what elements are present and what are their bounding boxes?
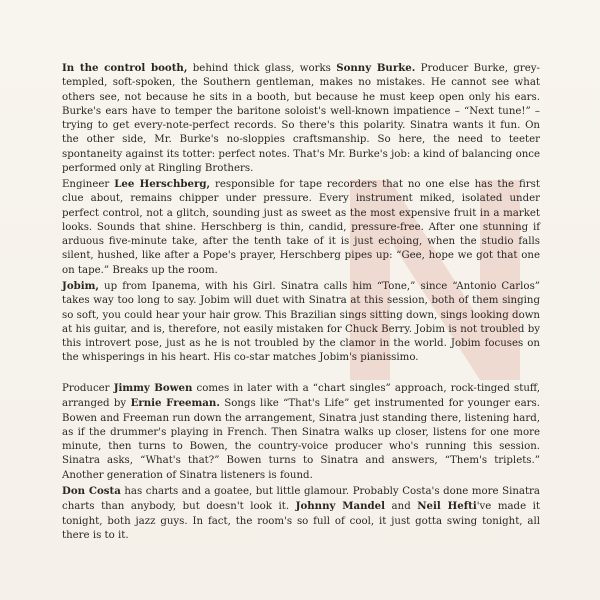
paragraph-engineer bbox=[62, 177, 540, 278]
body-text: comes in later with a “chart singles” approach, rock-tinged stuff, arranged by bbox=[62, 383, 540, 410]
paragraph-costa bbox=[62, 484, 540, 543]
person-name: Lee Herschberg, bbox=[114, 178, 211, 190]
body-text: and bbox=[385, 501, 418, 513]
body-text: Producer bbox=[62, 383, 114, 394]
body-text: has charts and a goatee, but little glamour. Probably Costa's done more Sinatra charts than anybody, but doesn't look it. bbox=[62, 486, 540, 513]
body-text: 've made it tonight, both jazz guys. In fact, the room's so full of cool, it just gotta swing tonight, all there is to it. bbox=[62, 501, 541, 541]
person-name: Jobim, bbox=[62, 280, 99, 292]
body-text: behind thick glass, works bbox=[187, 63, 337, 74]
body-text: responsible for tape recorders that no one else has the first clue about, remains chipper under pressure. Every instrument miked, isolated under perfect control, not a glitch, sounding just as sweet as the most expensive fruit in a market looks. Sounds that shine. Herschberg is thin, candid, pressure-free. After one stunning if arduous five-minute take, after the tenth take of it is just echoing, when the studio falls silent, hushed, like after a Pope's prayer, Herschberg pipes up: “Gee, hope we got that one on tape.” Breaks up the room. bbox=[62, 179, 541, 276]
body-text: Songs like “That's Life” get instrumented for younger ears. Bowen and Freeman run down the arrangement, Sinatra just standing there, listening hard, as if the drummer's playing in French. Then Sinatra walks up closer, listens for one more minute, then turns to Bowen, the country-voice producer who's running this session. Sinatra asks, “What's that?” Bowen turns to Sinatra and answers, “Them's triplets.” Another generation of Sinatra listeners is found. bbox=[62, 398, 540, 481]
paragraph-jobim bbox=[62, 279, 540, 366]
person-name: Ernie Freeman. bbox=[130, 397, 220, 410]
body-text: Producer Burke, grey-templed, soft-spoken, the Southern gentleman, makes no mistakes. He cannot see what others see, not because he sits in a booth, but because he must keep open only his ears. Burke's ears have to temper the baritone soloist's well-known impatience – “Next tune!” – trying to get every-note-perfect records. So there's this polarity. Sinatra wants it fun. On the other side, Mr. Burke's no-sloppies craftsmanship. So here, the need to teeter spontaneity against its totter: perfect notes. That's Mr. Burke's job: a kind of balancing once performed only at Ringling Brothers. bbox=[62, 63, 540, 175]
body-text: up from Ipanema, with his Girl. Sinatra calls him “Tone,” since “Antonio Carlos” takes way too long to say. Jobim will duet with Sinatra at this session, both of them singing so soft, you could hear your hair grow. This Brazilian sings sitting down, sings looking down at his guitar, and is, therefore, not easily mistaken for Chuck Berry. Jobim is not troubled by this introvert pose, just as he is not troubled by the clamor in the world. Jobim focuses on the whisperings in his heart. His co-star matches Jobim's pianissimo. bbox=[62, 281, 540, 364]
person-name: Jimmy Bowen bbox=[113, 382, 193, 394]
person-name: Sonny Burke. bbox=[336, 62, 416, 74]
body-text: Engineer bbox=[62, 179, 115, 190]
paragraph-bowen bbox=[62, 381, 540, 483]
person-name: Neil Hefti bbox=[417, 500, 477, 513]
person-name: Don Costa bbox=[62, 485, 121, 497]
paragraph-control-booth bbox=[62, 61, 540, 176]
bold-lead: In the control booth, bbox=[62, 62, 188, 74]
person-name: Johnny Mandel bbox=[295, 500, 386, 513]
